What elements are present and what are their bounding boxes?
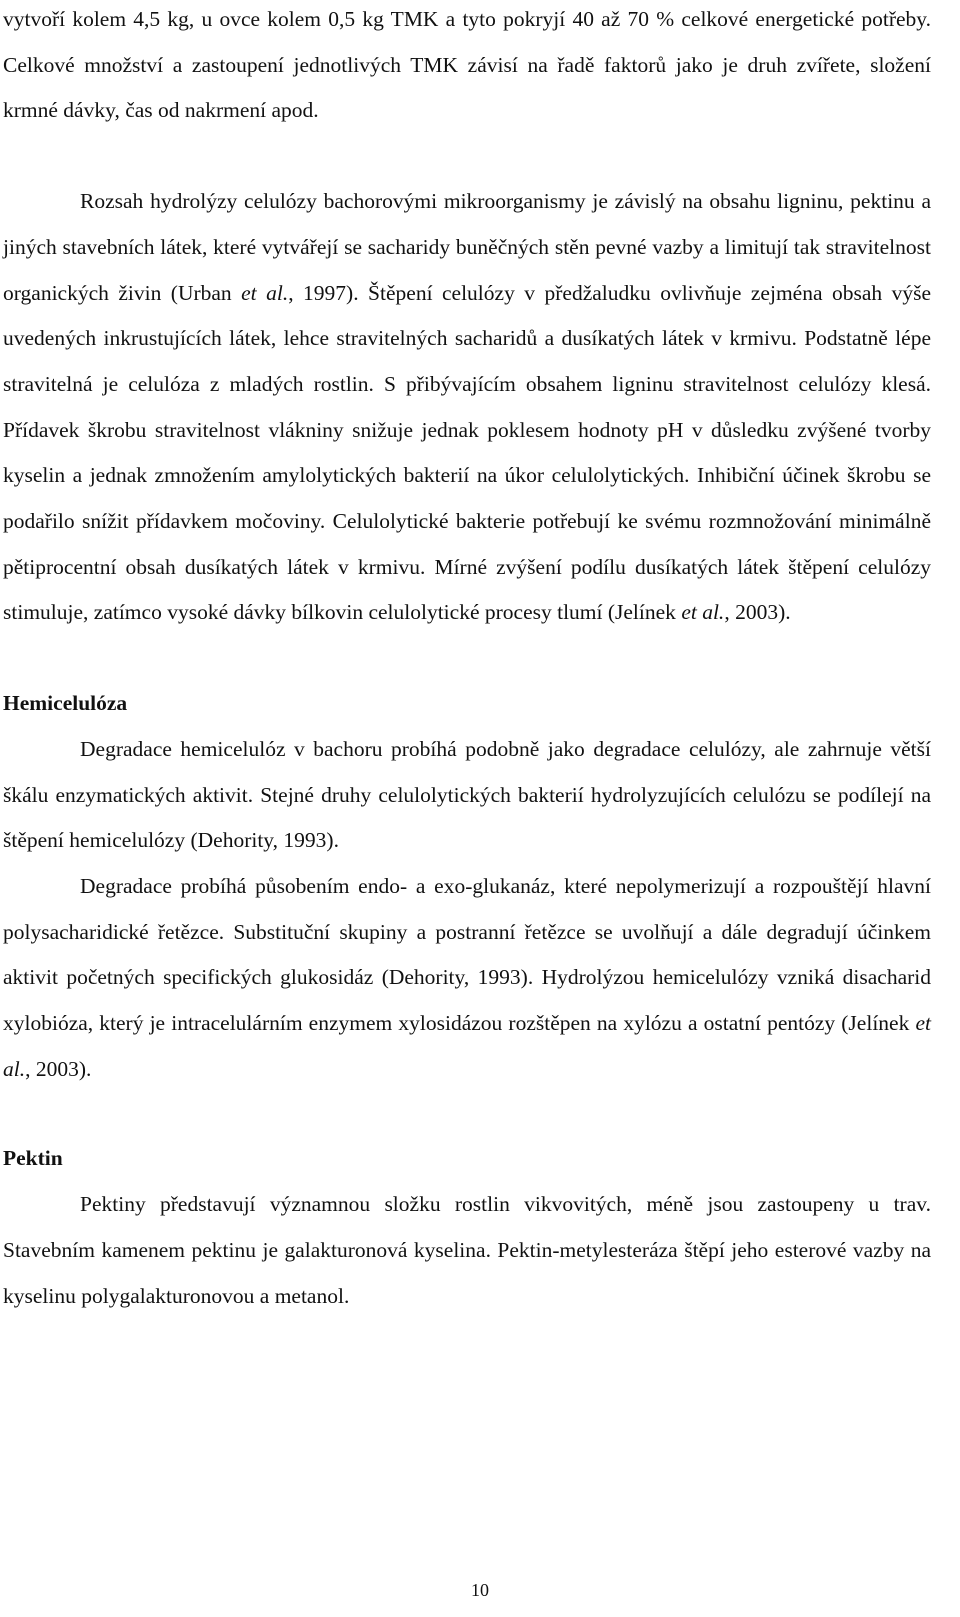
heading-pektin: Pektin bbox=[3, 1146, 63, 1171]
paragraph-pectin: Pektiny představují významnou složku rostlin vikvovitých, méně jsou zastoupeny u trav. Stavebním kamenem pektinu je galakturonová kyselina. Pektin-metylesteráza štěpí jeho esterové vazby na kyselinu polygalakturonovou a metanol. bbox=[3, 1192, 931, 1308]
text-run: Degradace probíhá působením endo- a exo-glukanáz, které nepolymerizují a rozpouštějí hlavní polysacharidické řetězce. Substituční skupiny a postranní řetězce se uvolňují a dále degradují účinkem aktivit početných specifických glukosidáz (Dehority, 1993). Hydrolýzou hemicelulózy vzniká disacharid xylobióza, který je intracelulárním enzymem xylosidázou rozštěpen na xylózu a ostatní pentózy (Jelínek bbox=[3, 873, 931, 1036]
heading-hemicelulose: Hemicelulóza bbox=[3, 691, 128, 716]
paragraph-hemicellulose-degradation: Degradace hemicelulóz v bachoru probíhá podobně jako degradace celulózy, ale zahrnuje větší škálu enzymatických aktivit. Stejné druhy celulolytických bakterií hydrolyzujících celulózu se podílejí na štěpení hemicelulózy (Dehority, 1993). bbox=[3, 736, 931, 853]
text-run: Rozsah hydrolýzy celulózy bachorovými mikroorganismy je závislý na obsahu ligninu, pektinu a jiných stavebních látek, které vytvářejí se sacharidy buněčných stěn pevné vazby a limitují tak stravitelnost organických živin (Urban bbox=[3, 189, 931, 305]
paragraph-hemicellulose-enzymes bbox=[3, 864, 931, 1093]
text-run: , 2003). bbox=[724, 600, 791, 625]
paragraph-tmk-continuation: vytvoří kolem 4,5 kg, u ovce kolem 0,5 kg TMK a tyto pokryjí 40 až 70 % celkové energetické potřeby. Celkové množství a zastoupení jednotlivých TMK závisí na řadě faktorů jako je druh zvířete, složení krmné dávky, čas od nakrmení apod. bbox=[3, 7, 931, 123]
citation-et-al: et al. bbox=[3, 1011, 931, 1081]
page-content bbox=[3, 0, 931, 1319]
paragraph-cellulose-hydrolysis bbox=[3, 179, 931, 636]
citation-et-al: et al. bbox=[681, 600, 725, 625]
text-run: , 1997). Štěpení celulózy v předžaludku ovlivňuje zejména obsah výše uvedených inkrustujících látek, lehce stravitelných sacharidů a dusíkatých látek v krmivu. Podstatně lépe stravitelná je celulóza z mladých rostlin. S přibývajícím obsahem ligninu stravitelnost celulózy klesá. Přídavek škrobu stravitelnost vlákniny snižuje jednak poklesem hodnoty pH v důsledku zvýšené tvorby kyselin a jednak zmnožením amylolytických bakterií na úkor celulolytických. Inhibiční účinek škrobu se podařilo snížit přídavkem močoviny. Celulolytické bakterie potřebují ke svému rozmnožování minimálně pětiprocentní obsah dusíkatých látek v krmivu. Mírné zvýšení podílu dusíkatých látek štěpení celulózy stimuluje, zatímco vysoké dávky bílkovin celulolytické procesy tlumí (Jelínek bbox=[3, 280, 931, 625]
citation-et-al: et al. bbox=[241, 280, 289, 305]
text-run: , 2003). bbox=[25, 1056, 92, 1081]
page-number: 10 bbox=[471, 1580, 489, 1600]
